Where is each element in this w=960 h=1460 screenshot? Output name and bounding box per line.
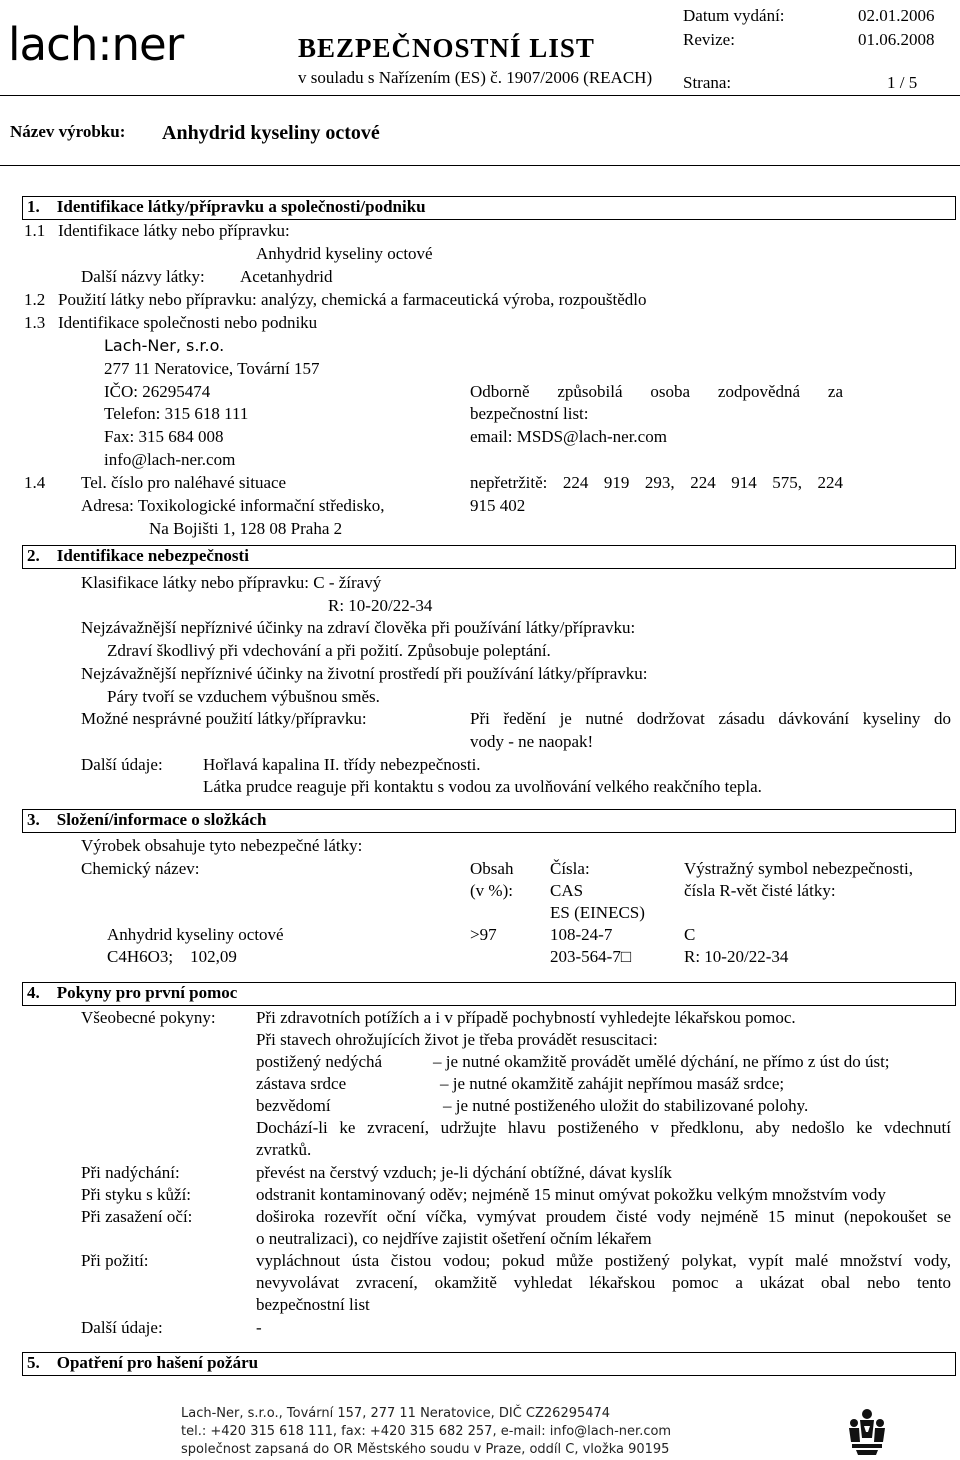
footer-line-3: společnost zapsaná do OR Městského soudu v Praze, oddíl C, vložka 90195 xyxy=(181,1442,670,1457)
col-content-2: (v %): xyxy=(470,881,513,900)
section-2-heading: 2. Identifikace nebezpečnosti xyxy=(27,546,249,565)
company-fax: Fax: 315 684 008 xyxy=(104,427,224,446)
general-1: Při zdravotních potížích a i v případě pochybností vyhledejte lékařskou pomoc. xyxy=(256,1008,796,1027)
product-name-label: Název výrobku: xyxy=(10,122,126,141)
other-names-label: Další názvy látky: xyxy=(81,267,205,286)
company-email-link[interactable]: info@lach-ner.com xyxy=(104,450,236,469)
case-1-text: – je nutné okamžitě provádět umělé dýchání, ne přímo z úst do úst; xyxy=(433,1052,890,1071)
header-divider xyxy=(0,95,960,96)
issue-date-label: Datum vydání: xyxy=(683,6,785,25)
col-ec: ES (EINECS) xyxy=(550,903,645,922)
product-name: Anhydrid kyseliny octové xyxy=(162,122,380,144)
section-4-heading: 4. Pokyny pro první pomoc xyxy=(27,983,238,1002)
page-value: 1 / 5 xyxy=(887,73,918,92)
company-name: Lach-Ner, s.r.o. xyxy=(104,336,225,355)
emergency-phones-2: 915 402 xyxy=(470,496,526,515)
vomit-1: Dochází-li ke zvracení, udržujte hlavu postiženého v předklonu, aby nedošlo ke vdechnutí xyxy=(256,1118,951,1137)
section-5-heading: 5. Opatření pro hašení požáru xyxy=(27,1353,259,1372)
col-content: Obsah xyxy=(470,859,514,878)
company-address: 277 11 Neratovice, Tovární 157 xyxy=(104,359,320,378)
revision-value: 01.06.2008 xyxy=(858,30,935,49)
eye-text-2: o neutralizaci), co nejdříve zajistit ošetření očním lékařem xyxy=(256,1229,652,1248)
skin-text: odstranit kontaminovaný oděv; nejméně 15 minut omývat pokožku velkým množstvím vody xyxy=(256,1185,886,1204)
col-cas: CAS xyxy=(550,881,584,900)
section-2-other-2: Látka prudce reaguje při kontaktu s vodou za uvolňování velkého reakčního tepla. xyxy=(203,777,762,796)
section-4-other: - xyxy=(256,1318,262,1337)
page-label: Strana: xyxy=(683,73,732,92)
component-cas: 108-24-7 xyxy=(550,925,613,944)
inhalation-text: převést na čerstvý vzduch; je-li dýchání obtížné, dávat kyslík xyxy=(256,1163,672,1182)
misuse-label: Možné nesprávné použití látky/přípravku: xyxy=(81,709,367,728)
case-2-text: – je nutné okamžitě zahájit nepřímou masáž srdce; xyxy=(440,1074,785,1093)
eye-label: Při zasažení očí: xyxy=(81,1207,193,1226)
col-r-phrases: čísla R-vět čisté látky: xyxy=(684,881,836,900)
company-phone: Telefon: 315 618 111 xyxy=(104,404,249,423)
composition-intro: Výrobek obsahuje tyto nebezpečné látky: xyxy=(81,836,363,855)
substance-name: Anhydrid kyseliny octové xyxy=(256,244,433,263)
case-3-label: bezvědomí xyxy=(256,1096,331,1115)
responsible-email-link[interactable]: email: MSDS@lach-ner.com xyxy=(470,427,667,446)
section-1-3: 1.3 Identifikace společnosti nebo podniku xyxy=(24,313,318,332)
section-2-other-1: Hořlavá kapalina II. třídy nebezpečnosti. xyxy=(203,755,481,774)
hazmat-people-icon xyxy=(846,1408,888,1456)
section-4-other-label: Další údaje: xyxy=(81,1318,163,1337)
section-1-1: 1.1 Identifikace látky nebo přípravku: xyxy=(24,221,290,240)
col-chemical-name: Chemický název: xyxy=(81,859,200,878)
case-2-label: zástava srdce xyxy=(256,1074,347,1093)
section-3-heading: 3. Složení/informace o složkách xyxy=(27,810,267,829)
component-content: >97 xyxy=(470,925,497,944)
section-1-2: 1.2 Použití látky nebo přípravku: analýzy, chemická a farmaceutická výroba, rozpouštědlo xyxy=(24,290,647,309)
document-subtitle: v souladu s Nařízením (ES) č. 1907/2006 (REACH) xyxy=(298,68,653,87)
col-hazard-symbol: Výstražný symbol nebezpečnosti, xyxy=(684,859,913,878)
env-effects: Páry tvoří se vzduchem výbušnou směs. xyxy=(107,687,380,706)
component-name: Anhydrid kyseliny octové xyxy=(107,925,284,944)
component-symbol: C xyxy=(684,925,696,944)
responsible-person: Odborně způsobilá osoba zodpovědná za xyxy=(470,382,843,401)
misuse-text-2: vody - ne naopak! xyxy=(470,732,594,751)
ingestion-label: Při požití: xyxy=(81,1251,149,1270)
company-logo: lach:ner xyxy=(8,18,184,71)
ingestion-text-1: vypláchnout ústa čistou vodou; pokud může postižený polykat, vypít malé množství vody, xyxy=(256,1251,951,1270)
health-effects-label: Nejzávažnější nepříznivé účinky na zdraví člověka při používání látky/přípravku: xyxy=(81,618,636,637)
component-formula: C4H6O3; 102,09 xyxy=(107,947,237,966)
section-1-4: Tel. číslo pro naléhavé situace xyxy=(81,473,287,492)
other-names-value: Acetanhydrid xyxy=(240,267,333,286)
footer-line-1: Lach-Ner, s.r.o., Tovární 157, 277 11 Neratovice, DIČ CZ26295474 xyxy=(181,1406,611,1421)
misuse-text: Při ředění je nutné dodržovat zásadu dávkování kyseliny do xyxy=(470,709,951,728)
company-ico: IČO: 26295474 xyxy=(104,382,211,401)
issue-date-value: 02.01.2006 xyxy=(858,6,935,25)
general-2: Při stavech ohrožujících život je třeba provádět resuscitaci: xyxy=(256,1030,658,1049)
component-ec: 203-564-7□ xyxy=(550,947,632,966)
ingestion-text-2: nevyvolávat zvracení, okamžitě vyhledat lékařskou pomoc a ukázat obal nebo tento xyxy=(256,1273,951,1292)
skin-label: Při styku s kůží: xyxy=(81,1185,192,1204)
emergency-phones: nepřetržitě: 224 919 293, 224 914 575, 224 xyxy=(470,473,843,492)
eye-text-1: doširoka rozevřít oční víčka, vymývat proudem čisté vody nejméně 15 minut (nepokoušet se xyxy=(256,1207,951,1226)
case-3-text: – je nutné postiženého uložit do stabilizované polohy. xyxy=(443,1096,809,1115)
health-effects: Zdraví škodlivý při vdechování a při požití. Způsobuje poleptání. xyxy=(107,641,551,660)
section-2-other-label: Další údaje: xyxy=(81,755,163,774)
toxicology-address-2: Na Bojišti 1, 128 08 Praha 2 xyxy=(149,519,343,538)
case-1-label: postižený nedýchá xyxy=(256,1052,383,1071)
col-numbers: Čísla: xyxy=(550,859,590,878)
section-1-4-number: 1.4 xyxy=(24,473,46,492)
env-effects-label: Nejzávažnější nepříznivé účinky na životní prostředí při používání látky/přípravku: xyxy=(81,664,648,683)
responsible-person-2: bezpečnostní list: xyxy=(470,404,589,423)
ingestion-text-3: bezpečnostní list xyxy=(256,1295,370,1314)
general-label: Všeobecné pokyny: xyxy=(81,1008,216,1027)
section-1-heading: 1. Identifikace látky/přípravku a společnosti/podniku xyxy=(27,197,426,216)
vomit-2: zvratků. xyxy=(256,1140,312,1159)
footer-line-2: tel.: +420 315 618 111, fax: +420 315 682 257, e-mail: info@lach-ner.com xyxy=(181,1424,672,1439)
revision-label: Revize: xyxy=(683,30,735,49)
component-r-phrases: R: 10-20/22-34 xyxy=(684,947,789,966)
product-divider xyxy=(0,165,960,166)
toxicology-address: Adresa: Toxikologické informační středisko, xyxy=(81,496,385,515)
inhalation-label: Při nadýchání: xyxy=(81,1163,180,1182)
classification: Klasifikace látky nebo přípravku: C - žíravý xyxy=(81,573,382,592)
r-phrases: R: 10-20/22-34 xyxy=(328,596,433,615)
document-title: BEZPEČNOSTNÍ LIST xyxy=(298,33,595,63)
